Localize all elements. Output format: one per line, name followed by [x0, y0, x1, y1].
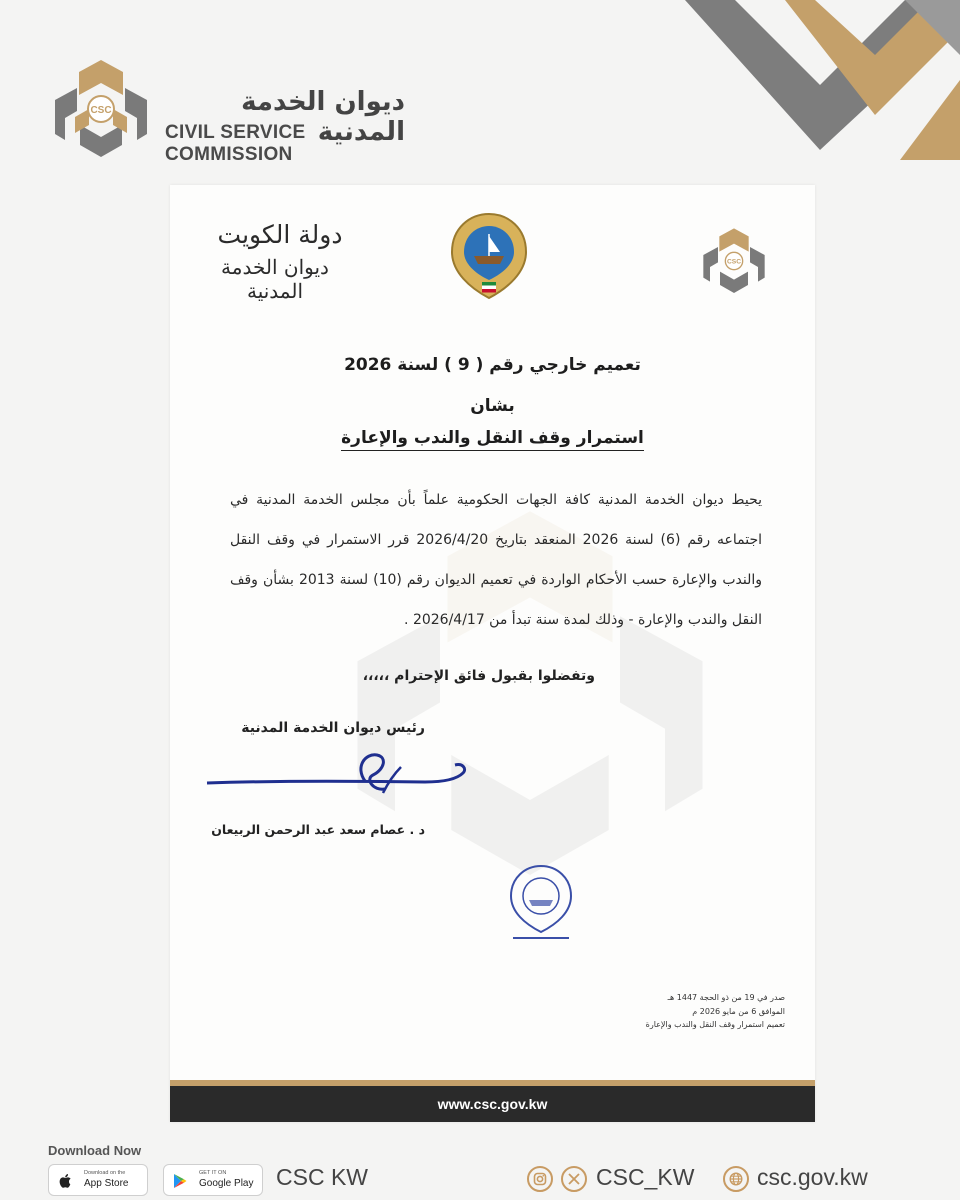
paper-logo-text: CSC: [726, 258, 742, 266]
closing-regards: وتفضلوا بقبول فائق الإحترام ،،،،،: [362, 668, 595, 684]
regarding-label: بشان: [470, 396, 515, 416]
kuwait-emblem: [446, 210, 532, 302]
csc-logo: [45, 55, 157, 163]
brand-name-english: CIVIL SERVICE COMMISSION: [165, 122, 306, 165]
google-play-button[interactable]: [163, 1164, 263, 1196]
brand-name-arabic: ديوان الخدمة المدنية: [241, 87, 405, 147]
social-handle[interactable]: CSC_KW: [596, 1164, 695, 1190]
state-of-kuwait-header: دولة الكويت: [217, 220, 343, 249]
apple-icon: [58, 1173, 72, 1189]
csc-logo-small: [695, 225, 773, 297]
circular-subject: [170, 428, 815, 448]
globe-icon[interactable]: [723, 1166, 749, 1192]
corner-decoration: [660, 0, 960, 160]
issue-reference: تعميم استمرار وقف النقل والندب والإعارة: [645, 1020, 785, 1029]
signatory-name: د . عصام سعد عبد الرحمن الربيعان: [211, 822, 425, 837]
handwritten-signature: [205, 745, 470, 805]
x-icon[interactable]: [561, 1166, 587, 1192]
app-store-label: App Store: [84, 1178, 129, 1189]
issue-date-hijri: صدر في 19 من ذو الحجة 1447 هـ: [667, 993, 785, 1002]
official-stamp: [505, 860, 577, 942]
circular-body: يحيط ديوان الخدمة المدنية كافة الجهات الحكومية علماً بأن مجلس الخدمة المدنية في اجتماعه رقم (6) لسنة 2026 المنعقد بتاريخ 2026/4/20 قرر الاستمرار في وقف النقل والندب والإعارة حسب الأحكام الواردة في تعميم الديوان رقم (10) لسنة 2013 بشأن وقف النقل والندب والإعارة - وذلك لمدة سنة تبدأ من 2026/4/17 .: [230, 492, 763, 628]
circular-document: [170, 185, 815, 1122]
app-store-small-label: Download on the: [84, 1170, 126, 1176]
instagram-icon[interactable]: [527, 1166, 553, 1192]
app-store-button[interactable]: [48, 1164, 148, 1196]
footer-website: www.csc.gov.kw: [437, 1096, 548, 1112]
brand-header: [45, 55, 405, 165]
signatory-title: رئيس ديوان الخدمة المدنية: [241, 720, 425, 736]
circular-subject-text: استمرار وقف النقل والندب والإعارة: [341, 428, 644, 451]
google-play-icon: [173, 1173, 187, 1189]
app-name: CSC KW: [276, 1164, 368, 1190]
google-play-small-label: GET IT ON: [199, 1170, 227, 1176]
brand-logo-text: CSC: [90, 105, 112, 116]
google-play-label: Google Play: [199, 1178, 254, 1189]
commission-header: ديوان الخدمة المدنية: [221, 255, 329, 303]
circular-number-title: تعميم خارجي رقم ( 9 ) لسنة 2026: [344, 355, 641, 375]
download-label: Download Now: [48, 1143, 142, 1158]
issue-date-gregorian: الموافق 6 من مايو 2026 م: [692, 1007, 785, 1016]
website-link[interactable]: csc.gov.kw: [757, 1164, 868, 1190]
